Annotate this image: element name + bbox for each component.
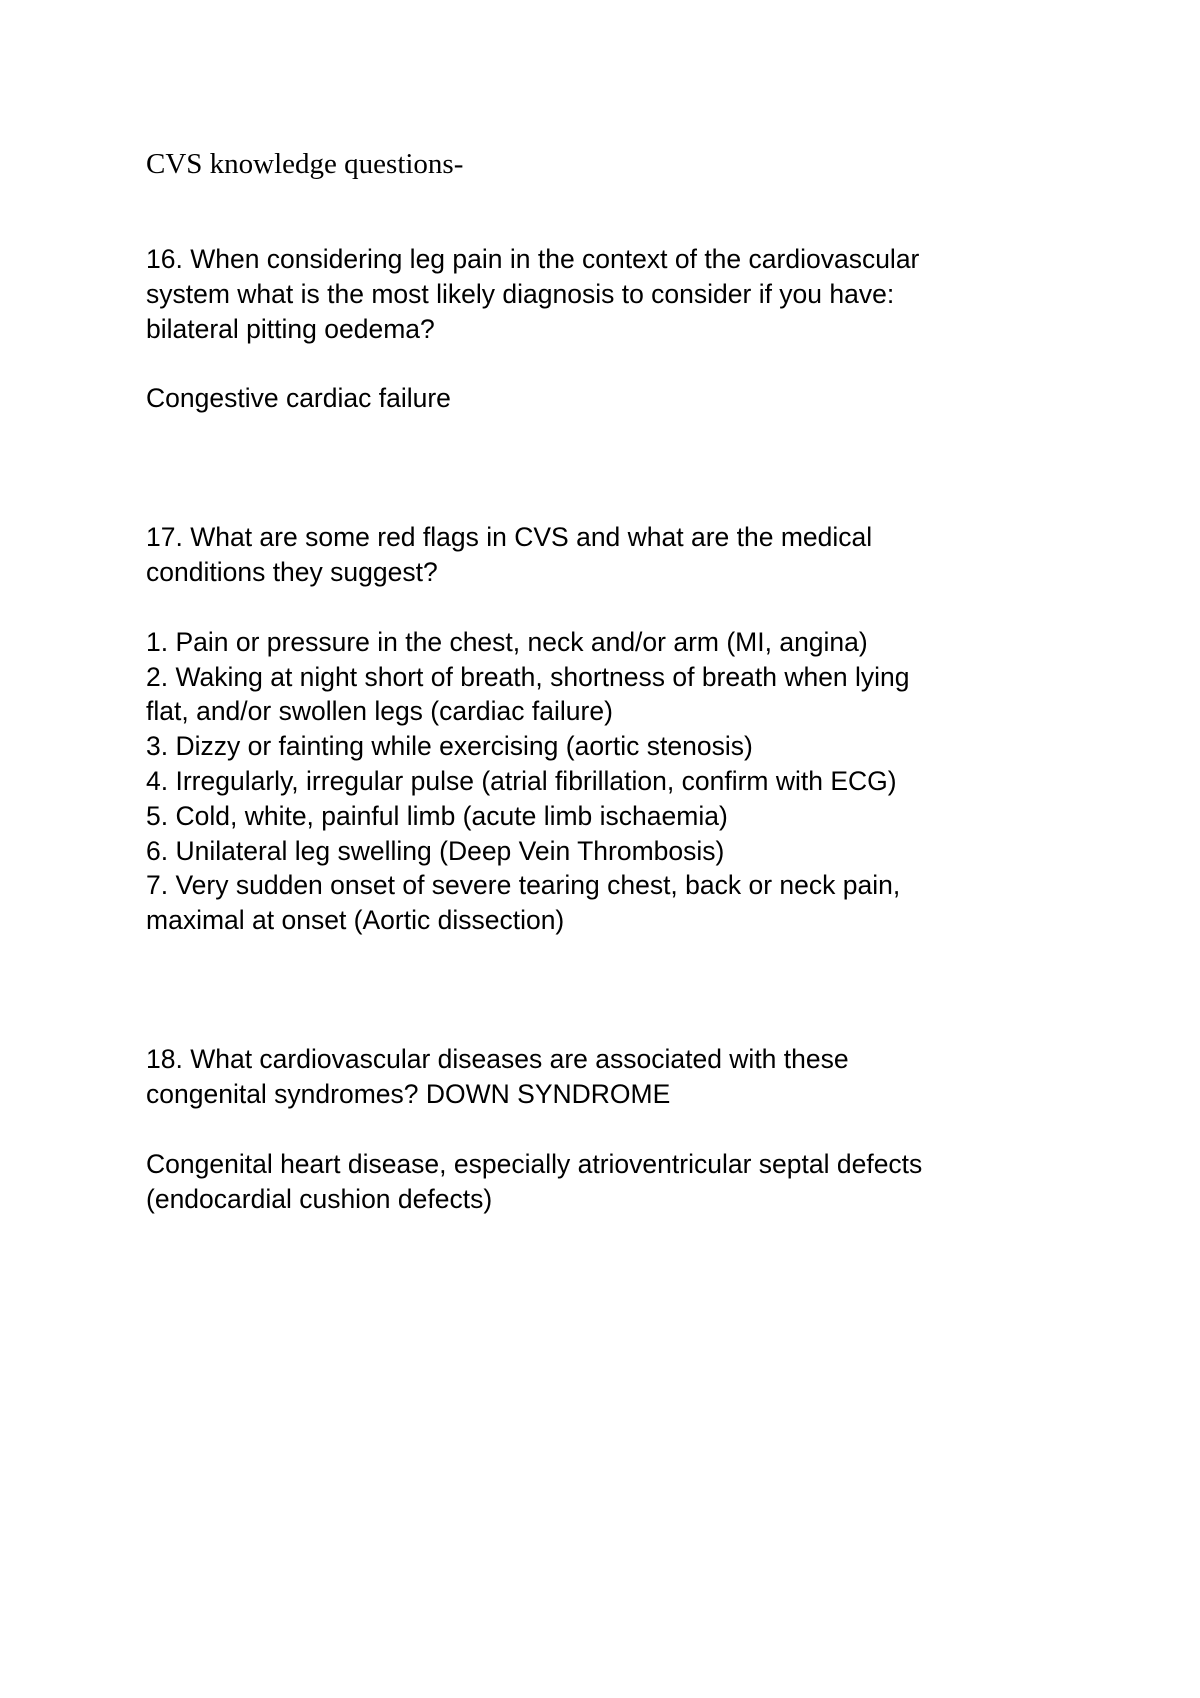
answer-18-line: (endocardial cushion defects) <box>146 1183 493 1214</box>
question-16-line: system what is the most likely diagnosis to consider if you have: <box>146 278 895 309</box>
spacer <box>146 346 1076 381</box>
list-item: 5. Cold, white, painful limb (acute limb ischaemia) <box>146 800 728 831</box>
question-17-line: 17. What are some red flags in CVS and what are the medical <box>146 522 873 553</box>
list-item: 1. Pain or pressure in the chest, neck and/or arm (MI, angina) <box>146 626 868 657</box>
document-title: CVS knowledge questions- <box>146 148 464 180</box>
question-17 <box>146 520 1076 590</box>
spacer <box>146 938 1076 1042</box>
question-16 <box>146 242 1076 346</box>
answer-18 <box>146 1147 1076 1217</box>
spacer <box>146 1112 1076 1147</box>
question-16-line: bilateral pitting oedema? <box>146 313 435 344</box>
list-item-continuation: flat, and/or swollen legs (cardiac failure) <box>146 696 613 727</box>
spacer <box>146 416 1076 520</box>
question-17-line: conditions they suggest? <box>146 557 438 588</box>
list-item: 7. Very sudden onset of severe tearing chest, back or neck pain, <box>146 870 901 901</box>
answer-16: Congestive cardiac failure <box>146 383 451 414</box>
answer-18-line: Congenital heart disease, especially atrioventricular septal defects <box>146 1148 923 1179</box>
spacer <box>146 590 1076 625</box>
list-item: 3. Dizzy or fainting while exercising (aortic stenosis) <box>146 731 753 762</box>
question-16-line: 16. When considering leg pain in the context of the cardiovascular <box>146 244 920 274</box>
list-item: 6. Unilateral leg swelling (Deep Vein Thrombosis) <box>146 835 725 866</box>
question-18-line: congenital syndromes? DOWN SYNDROME <box>146 1079 671 1110</box>
document-body <box>146 146 1076 1216</box>
list-item: 2. Waking at night short of breath, shortness of breath when lying <box>146 661 910 692</box>
question-18-line: 18. What cardiovascular diseases are associated with these <box>146 1044 849 1075</box>
answer-17-list <box>146 625 1076 938</box>
question-18 <box>146 1042 1076 1112</box>
list-item-continuation: maximal at onset (Aortic dissection) <box>146 905 565 936</box>
list-item: 4. Irregularly, irregular pulse (atrial fibrillation, confirm with ECG) <box>146 765 897 796</box>
